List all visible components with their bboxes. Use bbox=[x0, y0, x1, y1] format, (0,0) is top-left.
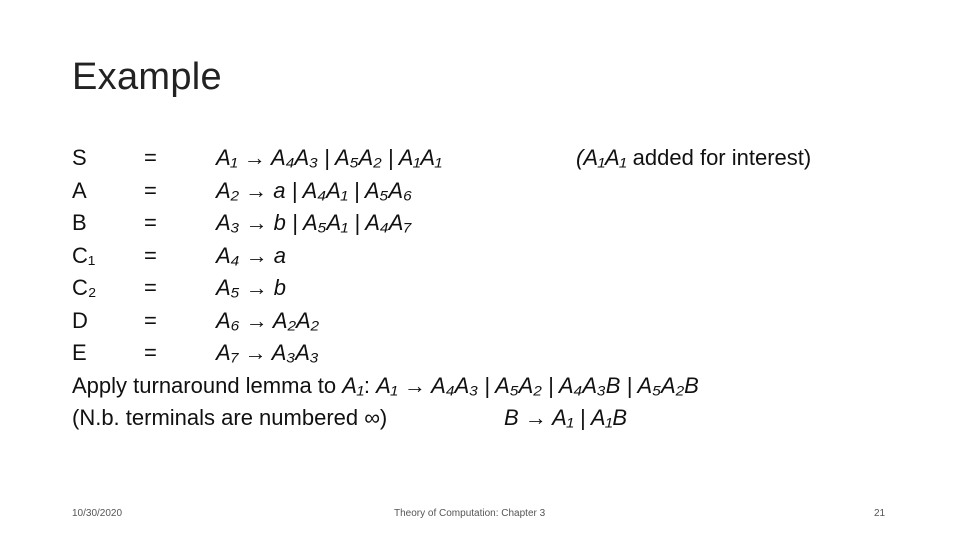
note-math: (A₁A₁ bbox=[576, 145, 627, 170]
grammar-row-b bbox=[72, 207, 932, 240]
grammar-row-c2 bbox=[72, 272, 932, 305]
grammar-row-e bbox=[72, 337, 932, 370]
row-nonterminal: B bbox=[72, 210, 87, 235]
row-note bbox=[576, 142, 811, 175]
row-production: A₃ → b | A₅A₁ | A₄A₇ bbox=[216, 210, 412, 235]
row-nonterminal: E bbox=[72, 340, 87, 365]
row-nonterminal: S bbox=[72, 145, 87, 170]
row-production: A₂ → a | A₄A₁ | A₅A₆ bbox=[216, 177, 412, 203]
grammar-row-s bbox=[72, 142, 932, 175]
grammar-row-a bbox=[72, 175, 932, 208]
lemma-target: A₁ bbox=[342, 372, 364, 398]
row-production: A₄ → a bbox=[216, 242, 286, 268]
row-equals: = bbox=[144, 145, 157, 170]
row-production: A₅ → b bbox=[216, 275, 286, 300]
slide-title: Example bbox=[72, 56, 222, 98]
footer-page-number: 21 bbox=[874, 508, 886, 519]
row-production: A₇ → A₃A₃ bbox=[216, 340, 319, 365]
row-equals: = bbox=[144, 307, 157, 333]
grammar-row-d bbox=[72, 305, 932, 338]
nb-row bbox=[72, 402, 932, 435]
row-production: A₆ → A₂A₂ bbox=[216, 307, 320, 333]
lemma-line bbox=[72, 370, 699, 403]
lemma-text: Apply turnaround lemma to bbox=[72, 372, 343, 398]
grammar-body bbox=[72, 142, 932, 435]
nb-rule: B → A₁ | A₁B bbox=[504, 405, 628, 430]
footer-chapter: Theory of Computation: Chapter 3 bbox=[394, 508, 546, 519]
row-production: A₁ → A₄A₃ | A₅A₂ | A₁A₁ bbox=[216, 145, 442, 170]
lemma-row bbox=[72, 370, 932, 403]
footer-date: 10/30/2020 bbox=[72, 508, 123, 519]
grammar-row-c1 bbox=[72, 240, 932, 273]
row-nonterminal: D bbox=[72, 307, 88, 333]
nb-text: (N.b. terminals are numbered ∞) bbox=[72, 405, 388, 430]
lemma-colon: : bbox=[363, 372, 377, 398]
note-text: added for interest) bbox=[626, 145, 812, 170]
row-nonterminal: C₂ bbox=[72, 275, 97, 300]
row-equals: = bbox=[144, 177, 157, 203]
row-equals: = bbox=[144, 340, 157, 365]
row-equals: = bbox=[144, 242, 157, 268]
row-nonterminal: C₁ bbox=[72, 242, 96, 268]
row-nonterminal: A bbox=[72, 177, 87, 203]
row-equals: = bbox=[144, 210, 157, 235]
lemma-result: A₁ → A₄A₃ | A₅A₂ | A₄A₃B | A₅A₂B bbox=[376, 372, 699, 398]
row-equals: = bbox=[144, 275, 157, 300]
